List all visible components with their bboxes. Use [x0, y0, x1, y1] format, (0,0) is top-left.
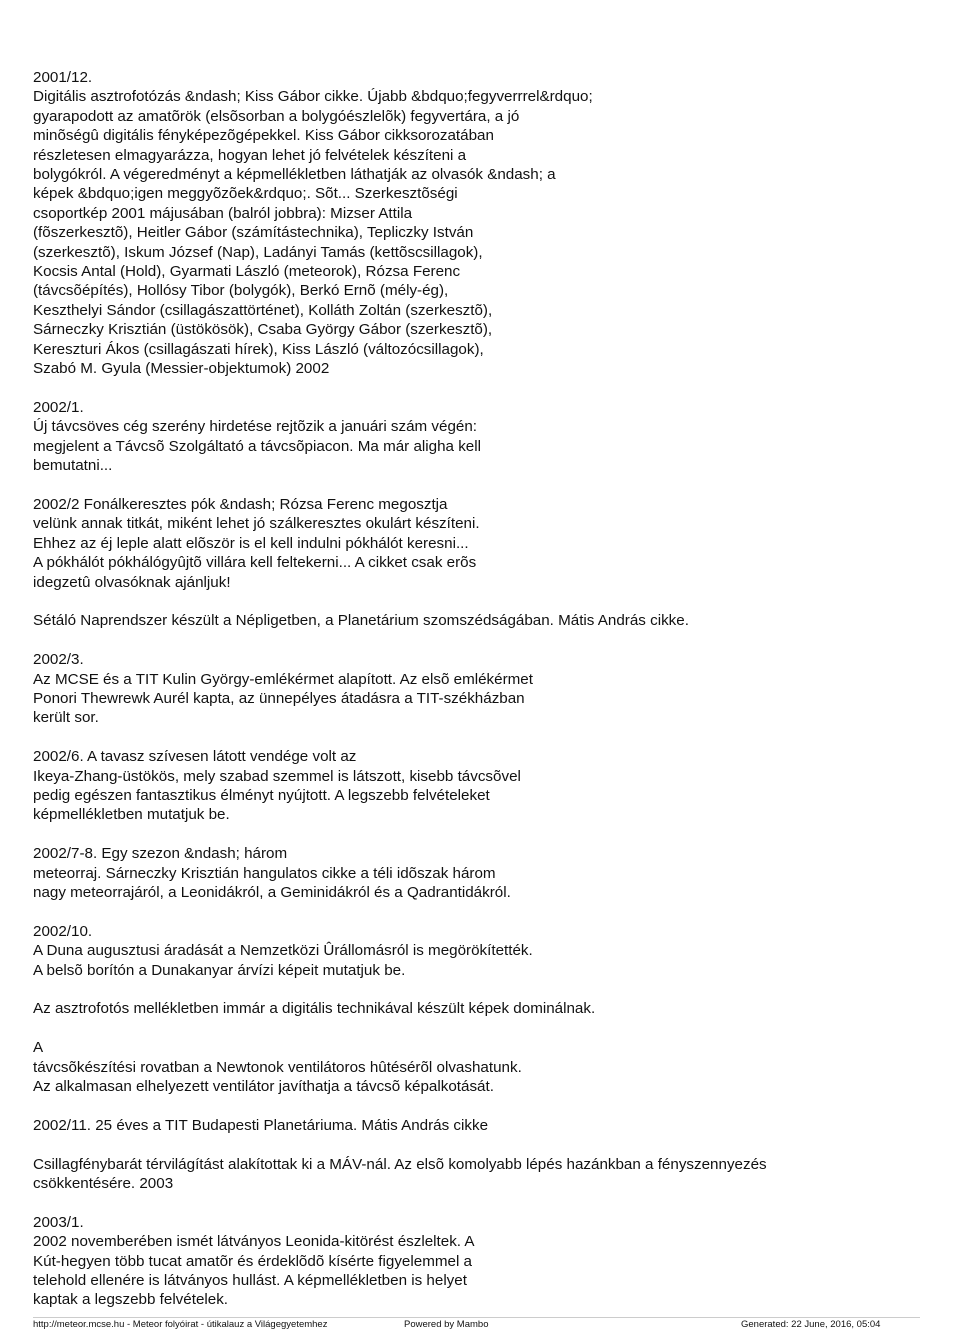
text-line: telehold ellenére is látványos hullást. A képmellékletben is helyet	[33, 1272, 467, 1289]
text-line: minõségû digitális fényképezõgépekkel. Kiss Gábor cikksorozatában	[33, 127, 494, 145]
text-line: Digitális asztrofotózás &ndash; Kiss Gábor cikke. Újabb &bdquo;fegyverrrel&rdquo;	[33, 88, 593, 106]
footer-site-url[interactable]: http://meteor.mcse.hu - Meteor folyóirat - útikalauz a Világegyetemhez	[33, 1319, 328, 1330]
text-line: 2002/11. 25 éves a TIT Budapesti Planetáriuma. Mátis András cikke	[33, 1116, 489, 1134]
text-line: Ikeya-Zhang-üstökös, mely szabad szemmel is látszott, kisebb távcsõvel	[33, 767, 521, 785]
text-line: (távcsõépítés), Hollósy Tibor (bolygók), Berkó Ernõ (mély-ég),	[33, 282, 449, 300]
page-footer	[0, 1317, 960, 1331]
text-line: Keszthelyi Sándor (csillagászattörténet), Kolláth Zoltán (szerkesztõ),	[33, 301, 493, 319]
text-line: 2002/10.	[33, 922, 93, 940]
text-line: Kereszturi Ákos (csillagászati hírek), Kiss László (változócsillagok),	[33, 340, 484, 358]
text-paragraph	[33, 398, 693, 476]
text-line: Új távcsöves cég szerény hirdetése rejtõzik a januári szám végén:	[33, 418, 478, 436]
text-line: 2002/3.	[33, 651, 84, 669]
text-line: (szerkesztõ), Iskum József (Nap), Ladányi Tamás (kettõscsillagok),	[33, 243, 483, 261]
text-line: velünk annak titkát, miként lehet jó szálkeresztes okulárt készíteni.	[33, 515, 480, 533]
text-paragraph	[33, 747, 693, 825]
text-line: Szabó M. Gyula (Messier-objektumok) 2002	[33, 360, 330, 378]
text-line: Az asztrofotós mellékletben immár a digitális technikával készült képek dominálnak.	[33, 1000, 596, 1018]
text-paragraph	[33, 650, 693, 728]
text-line: Kocsis Antal (Hold), Gyarmati László (meteorok), Rózsa Ferenc	[33, 263, 461, 281]
text-line: 2002/1.	[33, 398, 84, 416]
text-line: Ehhez az éj leple alatt elõször is el kell indulni pókhálót keresni...	[33, 534, 469, 552]
text-paragraph	[33, 922, 693, 980]
text-paragraph	[33, 68, 693, 379]
text-line: képek &bdquo;igen meggyõzõek&rdquo;. Sõt... Szerkesztõségi	[33, 185, 458, 203]
text-paragraph	[33, 844, 693, 902]
article-text	[33, 68, 767, 1329]
text-line: 2003/1.	[33, 1213, 84, 1231]
text-paragraph	[33, 611, 693, 630]
text-line: csoportkép 2001 májusában (balról jobbra): Mizser Attila	[33, 204, 413, 222]
text-line: távcsõkészítési rovatban a Newtonok ventilátoros hûtésérõl olvashatunk.	[33, 1058, 522, 1076]
text-line: Sétáló Naprendszer készült a Népligetben, a Planetárium szomszédságában. Mátis András cikke.	[33, 612, 689, 630]
text-line: 2002 novemberében ismét látványos Leonida-kitörést észleltek. A	[33, 1233, 475, 1251]
text-paragraph	[33, 1155, 767, 1194]
text-paragraph	[33, 1038, 693, 1096]
text-line: képmellékletben mutatjuk be.	[33, 806, 230, 824]
text-line: idegzetû olvasóknak ajánljuk!	[33, 573, 231, 591]
text-line: csökkentésére. 2003	[33, 1174, 174, 1192]
text-line: Csillagfénybarát térvilágítást alakítottak ki a MÁV-nál. Az elsõ komolyabb lépés hazánkban a fényszennyezés	[33, 1155, 767, 1173]
text-line: Az MCSE és a TIT Kulin György-emlékérmet alapított. Az elsõ emlékérmet	[33, 670, 533, 688]
text-line: került sor.	[33, 709, 99, 727]
text-line: A Duna augusztusi áradását a Nemzetközi Ûrállomásról is megörökítették.	[33, 942, 533, 960]
text-line: 2002/2 Fonálkeresztes pók &ndash; Rózsa Ferenc megosztja	[33, 495, 448, 513]
text-line: Az alkalmasan elhelyezett ventilátor javíthatja a távcsõ képalkotását.	[33, 1077, 494, 1095]
text-paragraph	[33, 999, 693, 1018]
text-line: nagy meteorrajáról, a Leonidákról, a Geminidákról és a Qadrantidákról.	[33, 883, 511, 901]
text-line: Sárneczky Krisztián (üstökösök), Csaba György Gábor (szerkesztõ),	[33, 321, 493, 339]
text-line: megjelent a Távcsõ Szolgáltató a távcsõpiacon. Ma már aligha kell	[33, 437, 481, 455]
text-line: kaptak a legszebb felvételek.	[33, 1291, 229, 1309]
footer-rule	[33, 1317, 920, 1318]
text-line: Kút-hegyen több tucat amatõr és érdeklõdõ kísérte figyelemmel a	[33, 1252, 472, 1270]
text-paragraph	[33, 495, 693, 592]
text-line: 2001/12.	[33, 69, 93, 86]
text-line: részletesen elmagyarázza, hogyan lehet jó felvételek készíteni a	[33, 146, 467, 164]
footer-powered-by: Powered by Mambo	[404, 1319, 489, 1330]
text-line: 2002/7-8. Egy szezon &ndash; három	[33, 845, 288, 863]
text-line: bemutatni...	[33, 457, 113, 475]
text-line: bolygókról. A végeredményt a képmellékletben láthatják az olvasók &ndash; a	[33, 166, 556, 184]
text-line: gyarapodott az amatõrök (elsõsorban a bolygóészlelõk) fegyvertára, a jó	[33, 107, 520, 125]
text-line: A pókhálót pókhálógyûjtõ villára kell feltekerni... A cikket csak erõs	[33, 554, 477, 572]
text-line: (fõszerkesztõ), Heitler Gábor (számítástechnika), Tepliczky István	[33, 224, 474, 242]
text-paragraph	[33, 1116, 693, 1135]
text-line: A belsõ borítón a Dunakanyar árvízi képeit mutatjuk be.	[33, 961, 406, 979]
text-line: A	[33, 1039, 44, 1057]
text-line: 2002/6. A tavasz szívesen látott vendége volt az	[33, 748, 357, 766]
footer-generated-date: Generated: 22 June, 2016, 05:04	[741, 1319, 881, 1330]
text-line: pedig egészen fantasztikus élményt nyújtott. A legszebb felvételeket	[33, 786, 490, 804]
text-paragraph	[33, 1213, 693, 1310]
text-line: meteorraj. Sárneczky Krisztián hangulatos cikke a téli idõszak három	[33, 864, 496, 882]
text-line: Ponori Thewrewk Aurél kapta, az ünnepélyes átadásra a TIT-székházban	[33, 689, 525, 707]
